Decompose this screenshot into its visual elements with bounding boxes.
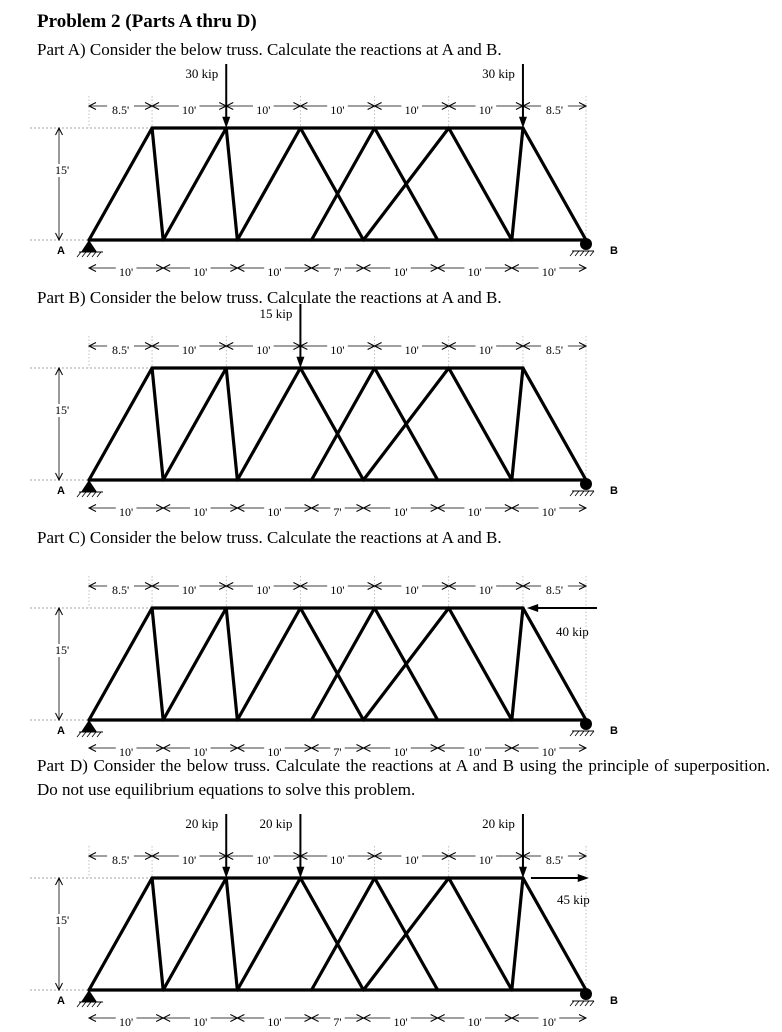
bottom-dimension-label: 10' xyxy=(541,745,556,759)
web-member xyxy=(363,878,448,990)
ground-hatch xyxy=(92,1002,96,1007)
top-dimension-label: 10' xyxy=(478,103,493,117)
ground-hatch xyxy=(97,252,101,257)
web-member xyxy=(226,128,237,240)
bottom-dimension-label: 10' xyxy=(393,1015,408,1029)
top-dimension-label: 10' xyxy=(256,583,271,597)
support-label-a: A xyxy=(57,485,65,497)
web-member xyxy=(163,128,226,240)
top-dimension-label: 10' xyxy=(330,343,345,357)
ground-hatch xyxy=(570,491,574,496)
ground-hatch xyxy=(570,731,574,736)
ground-hatch xyxy=(590,731,594,736)
top-dimension-label: 10' xyxy=(256,103,271,117)
ground-hatch xyxy=(82,252,86,257)
roller-support-b xyxy=(580,478,592,490)
bottom-dimension-label: 10' xyxy=(267,265,282,279)
top-dimension-label: 10' xyxy=(404,583,419,597)
ground-hatch xyxy=(585,1001,589,1006)
end-diagonal-right xyxy=(523,368,586,480)
top-dimension-label: 8.5' xyxy=(545,103,564,117)
web-member xyxy=(300,608,363,720)
web-member xyxy=(237,368,300,480)
support-label-a: A xyxy=(57,995,65,1007)
bottom-dimension-label: 10' xyxy=(467,745,482,759)
truss-diagram-part-b xyxy=(0,302,782,517)
ground-hatch xyxy=(590,1001,594,1006)
top-dimension-label: 10' xyxy=(330,103,345,117)
web-member xyxy=(237,878,300,990)
web-member xyxy=(449,878,512,990)
top-dimension-label: 8.5' xyxy=(545,853,564,867)
ground-hatch xyxy=(97,1002,101,1007)
ground-hatch xyxy=(92,492,96,497)
part-d-text: Part D) Consider the below truss. Calculate the reactions at A and B using the principle of superposition. Do not use equilibrium equations to solve this problem. xyxy=(37,756,770,799)
web-member xyxy=(363,128,448,240)
web-member xyxy=(163,368,226,480)
bottom-dimension-label: 10' xyxy=(267,1015,282,1029)
bottom-dimension-label: 10' xyxy=(119,745,134,759)
web-member xyxy=(449,128,512,240)
web-member xyxy=(152,878,163,990)
top-dimension-label: 10' xyxy=(182,853,197,867)
truss-diagram-part-c xyxy=(0,542,782,757)
web-member xyxy=(300,368,363,480)
pin-support-a xyxy=(81,720,97,732)
part-b-text: Part B) Consider the below truss. Calculate the reactions at A and B. xyxy=(37,288,502,307)
ground-hatch xyxy=(87,1002,91,1007)
pin-support-a xyxy=(81,480,97,492)
height-dimension-label: 15' xyxy=(55,913,70,927)
bottom-dimension-label: 10' xyxy=(541,1015,556,1029)
ground-hatch xyxy=(92,732,96,737)
bottom-dimension-label: 10' xyxy=(119,265,134,279)
ground-hatch xyxy=(590,251,594,256)
height-dimension-label: 15' xyxy=(55,163,70,177)
web-member xyxy=(226,608,237,720)
bottom-dimension-label: 10' xyxy=(467,1015,482,1029)
support-label-b: B xyxy=(610,485,618,497)
bottom-dimension-label: 10' xyxy=(193,505,208,519)
web-member xyxy=(300,128,363,240)
web-member xyxy=(449,368,512,480)
end-diagonal-left xyxy=(89,608,152,720)
web-member xyxy=(152,128,163,240)
web-member xyxy=(449,608,512,720)
web-member xyxy=(300,878,363,990)
top-dimension-label: 10' xyxy=(478,343,493,357)
web-member xyxy=(512,878,523,990)
top-dimension-label: 10' xyxy=(478,853,493,867)
top-dimension-label: 10' xyxy=(256,343,271,357)
ground-hatch xyxy=(92,252,96,257)
top-dimension-label: 10' xyxy=(404,343,419,357)
load-label-3: 45 kip xyxy=(556,892,590,907)
ground-hatch xyxy=(575,491,579,496)
ground-hatch xyxy=(585,491,589,496)
ground-hatch xyxy=(77,732,81,737)
ground-hatch xyxy=(580,251,584,256)
top-dimension-label: 10' xyxy=(182,343,197,357)
part-a-text: Part A) Consider the below truss. Calculate the reactions at A and B. xyxy=(37,40,502,59)
ground-hatch xyxy=(82,492,86,497)
bottom-dimension-label: 10' xyxy=(393,505,408,519)
top-dimension-label: 8.5' xyxy=(545,583,564,597)
top-dimension-label: 8.5' xyxy=(545,343,564,357)
bottom-dimension-label: 10' xyxy=(267,745,282,759)
top-dimension-label: 10' xyxy=(330,583,345,597)
top-dimension-label: 10' xyxy=(330,853,345,867)
bottom-dimension-label: 10' xyxy=(393,265,408,279)
ground-hatch xyxy=(87,492,91,497)
bottom-dimension-label: 10' xyxy=(393,745,408,759)
ground-hatch xyxy=(575,1001,579,1006)
web-member xyxy=(312,878,375,990)
web-member xyxy=(512,368,523,480)
bottom-dimension-label: 10' xyxy=(467,265,482,279)
bottom-dimension-label: 7' xyxy=(333,1015,342,1029)
pin-support-a xyxy=(81,990,97,1002)
top-dimension-label: 10' xyxy=(478,583,493,597)
height-dimension-label: 15' xyxy=(55,403,70,417)
ground-hatch xyxy=(570,1001,574,1006)
load-label-0: 20 kip xyxy=(185,816,219,831)
web-member xyxy=(363,368,448,480)
ground-hatch xyxy=(82,732,86,737)
ground-hatch xyxy=(77,492,81,497)
web-member xyxy=(363,608,448,720)
part-c-text: Part C) Consider the below truss. Calculate the reactions at A and B. xyxy=(37,528,502,547)
top-dimension-label: 10' xyxy=(404,103,419,117)
ground-hatch xyxy=(575,251,579,256)
bottom-dimension-label: 10' xyxy=(193,265,208,279)
ground-hatch xyxy=(590,491,594,496)
ground-hatch xyxy=(570,251,574,256)
load-label-0: 40 kip xyxy=(555,624,589,639)
end-diagonal-right xyxy=(523,128,586,240)
truss-diagram-part-d xyxy=(0,812,782,1032)
ground-hatch xyxy=(580,1001,584,1006)
top-dimension-label: 10' xyxy=(256,853,271,867)
web-member xyxy=(512,128,523,240)
web-member xyxy=(512,608,523,720)
ground-hatch xyxy=(77,1002,81,1007)
top-dimension-label: 8.5' xyxy=(111,583,130,597)
web-member xyxy=(312,368,375,480)
load-label-0: 15 kip xyxy=(259,306,293,321)
end-diagonal-left xyxy=(89,878,152,990)
load-label-0: 30 kip xyxy=(185,66,219,81)
support-label-b: B xyxy=(610,245,618,257)
top-dimension-label: 10' xyxy=(182,103,197,117)
web-member xyxy=(226,878,237,990)
web-member xyxy=(152,608,163,720)
bottom-dimension-label: 7' xyxy=(333,505,342,519)
roller-support-b xyxy=(580,718,592,730)
web-member xyxy=(312,608,375,720)
ground-hatch xyxy=(580,731,584,736)
load-label-1: 20 kip xyxy=(259,816,293,831)
top-dimension-label: 8.5' xyxy=(111,853,130,867)
end-diagonal-left xyxy=(89,368,152,480)
web-member xyxy=(163,878,226,990)
roller-support-b xyxy=(580,988,592,1000)
roller-support-b xyxy=(580,238,592,250)
support-label-b: B xyxy=(610,725,618,737)
web-member xyxy=(237,608,300,720)
bottom-dimension-label: 10' xyxy=(541,265,556,279)
web-member xyxy=(226,368,237,480)
top-dimension-label: 10' xyxy=(182,583,197,597)
web-member xyxy=(237,128,300,240)
ground-hatch xyxy=(97,492,101,497)
ground-hatch xyxy=(585,251,589,256)
ground-hatch xyxy=(580,491,584,496)
support-label-b: B xyxy=(610,995,618,1007)
bottom-dimension-label: 10' xyxy=(193,745,208,759)
bottom-dimension-label: 10' xyxy=(119,505,134,519)
top-dimension-label: 10' xyxy=(404,853,419,867)
bottom-dimension-label: 10' xyxy=(467,505,482,519)
bottom-dimension-label: 10' xyxy=(267,505,282,519)
bottom-dimension-label: 10' xyxy=(541,505,556,519)
ground-hatch xyxy=(575,731,579,736)
problem-title: Problem 2 (Parts A thru D) xyxy=(37,11,257,32)
ground-hatch xyxy=(87,252,91,257)
web-member xyxy=(163,608,226,720)
top-dimension-label: 8.5' xyxy=(111,103,130,117)
bottom-dimension-label: 10' xyxy=(119,1015,134,1029)
end-diagonal-left xyxy=(89,128,152,240)
load-label-1: 30 kip xyxy=(482,66,515,81)
truss-diagram-part-a xyxy=(0,62,782,277)
top-dimension-label: 8.5' xyxy=(111,343,130,357)
support-label-a: A xyxy=(57,245,65,257)
bottom-dimension-label: 10' xyxy=(193,1015,208,1029)
bottom-dimension-label: 7' xyxy=(333,265,342,279)
ground-hatch xyxy=(87,732,91,737)
support-label-a: A xyxy=(57,725,65,737)
pin-support-a xyxy=(81,240,97,252)
web-member xyxy=(152,368,163,480)
ground-hatch xyxy=(82,1002,86,1007)
height-dimension-label: 15' xyxy=(55,643,70,657)
ground-hatch xyxy=(585,731,589,736)
web-member xyxy=(312,128,375,240)
ground-hatch xyxy=(97,732,101,737)
load-label-2: 20 kip xyxy=(482,816,515,831)
bottom-dimension-label: 7' xyxy=(333,745,342,759)
ground-hatch xyxy=(77,252,81,257)
